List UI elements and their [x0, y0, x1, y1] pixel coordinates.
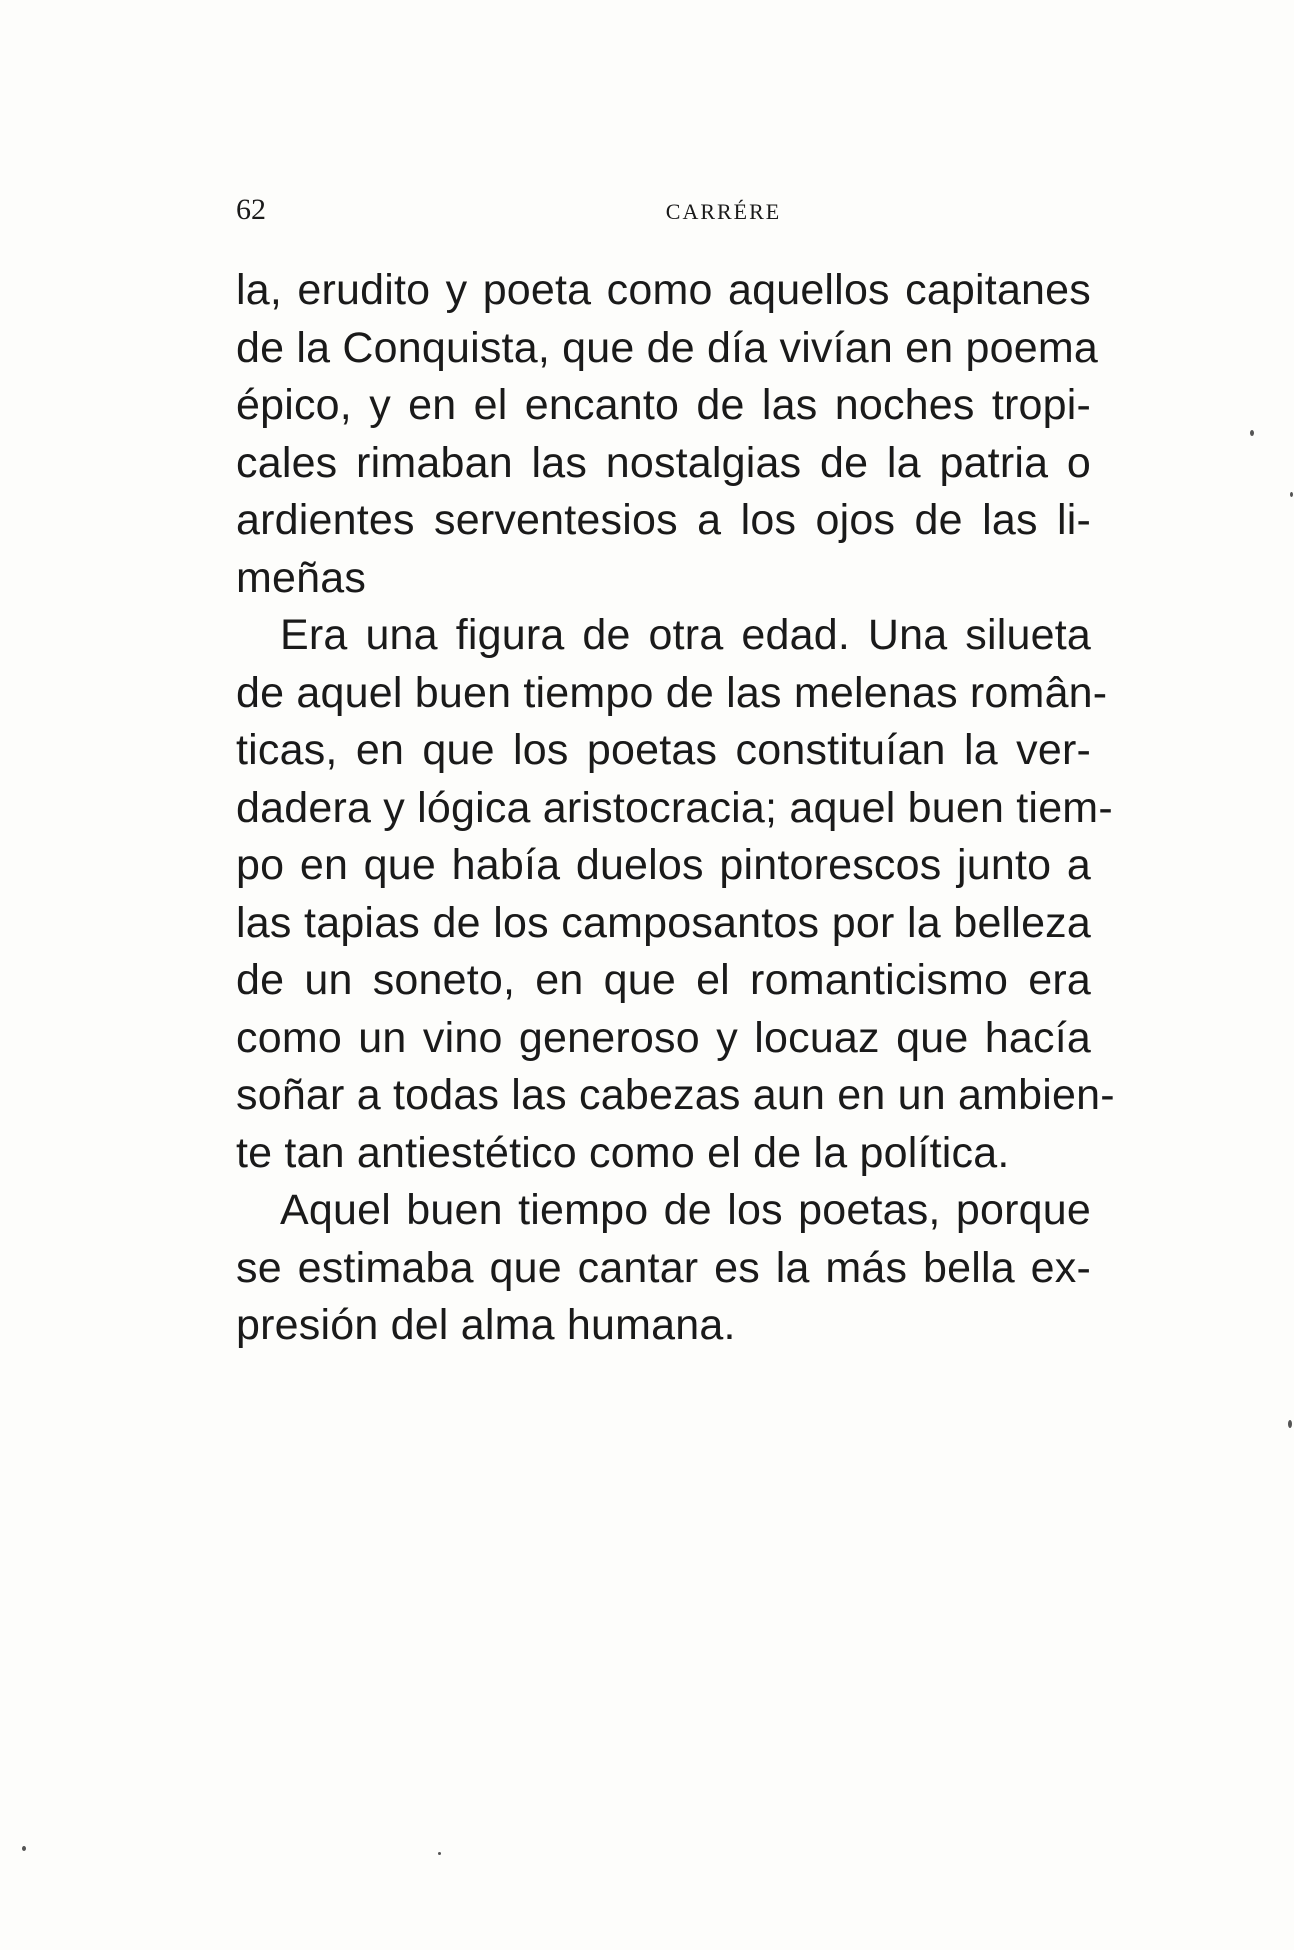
text-line: de un soneto, en que el romanticismo era [236, 956, 1091, 1004]
scan-speck [1288, 1420, 1292, 1428]
text-line: Aquel buen tiempo de los poetas, porque [280, 1186, 1091, 1234]
scan-speck [1250, 430, 1254, 436]
scan-speck [1290, 492, 1293, 497]
text-line: como un vino generoso y locuaz que hacía [236, 1013, 1091, 1062]
text-line: de aquel buen tiempo de las melenas român- [236, 668, 1108, 717]
text-line: te tan antiestético como el de la política. [236, 1128, 1010, 1177]
scan-speck [22, 1846, 26, 1851]
page-number: 62 [236, 193, 266, 226]
text-line: dadera y lógica aristocracia; aquel buen tiem- [236, 783, 1113, 832]
text-line: ardientes serventesios a los ojos de las li- [236, 496, 1091, 544]
scan-speck [438, 1852, 441, 1855]
running-title: CARRÉRE [665, 199, 782, 224]
text-line: Era una figura de otra edad. Una silueta [280, 611, 1091, 659]
text-line: las tapias de los camposantos por la belleza [236, 898, 1091, 947]
body-text [236, 262, 1115, 1355]
text-line: de la Conquista, que de día vivían en poema [236, 323, 1099, 372]
text-line: meñas [236, 553, 367, 602]
text-line: ticas, en que los poetas constituían la ver- [236, 726, 1091, 774]
text-line: po en que había duelos pintorescos junto a [236, 841, 1091, 889]
text-line: soñar a todas las cabezas aun en un ambien- [236, 1071, 1115, 1119]
text-line: se estimaba que cantar es la más bella ex- [236, 1243, 1091, 1292]
text-line: cales rimaban las nostalgias de la patria o [236, 438, 1091, 487]
running-head [236, 190, 1091, 230]
text-line: épico, y en el encanto de las noches tropi- [236, 381, 1091, 429]
text-line: la, erudito y poeta como aquellos capitanes [236, 266, 1091, 314]
text-line: presión del alma humana. [236, 1301, 736, 1349]
